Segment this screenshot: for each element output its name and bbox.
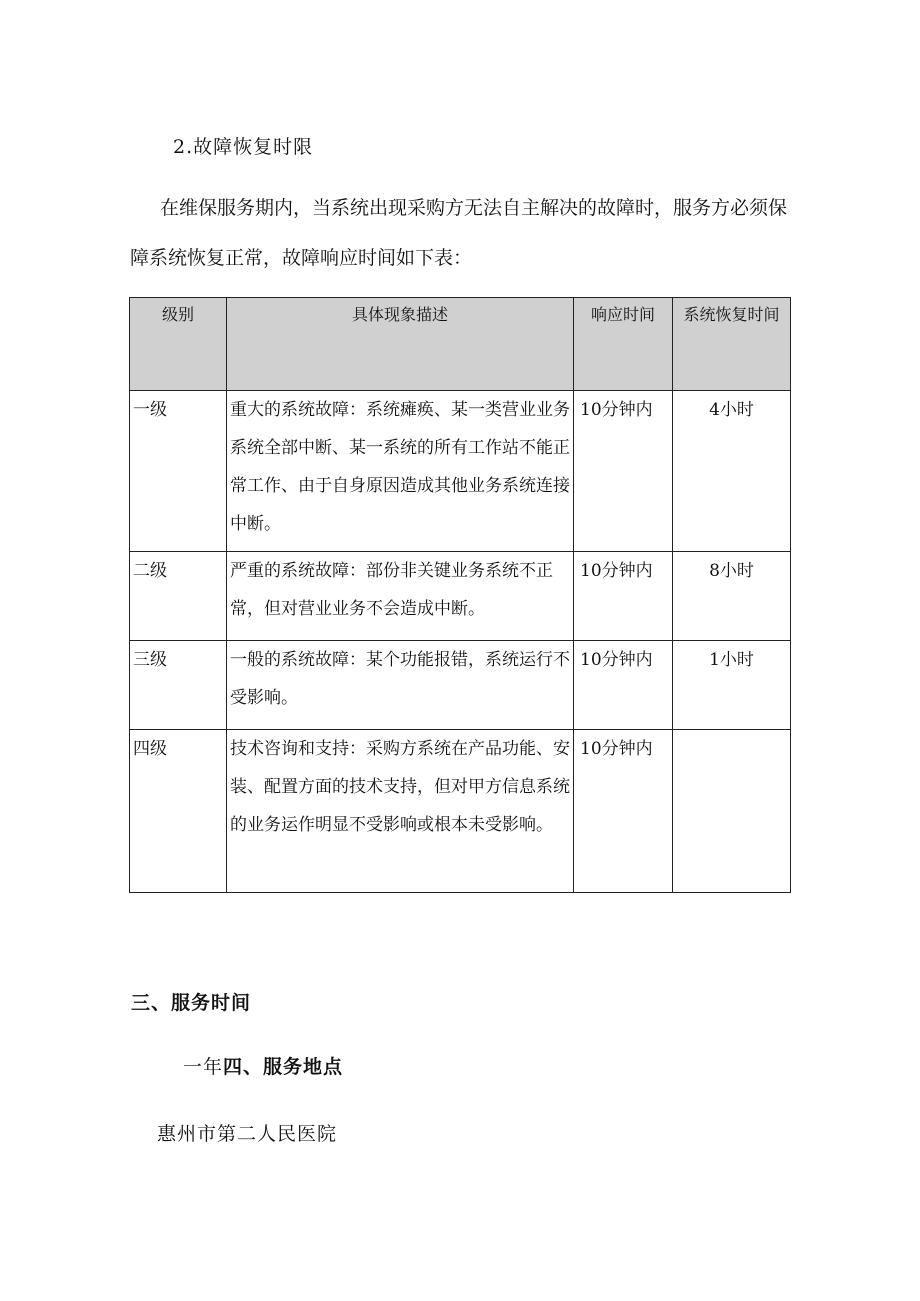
table-row: [130, 552, 791, 641]
cell-recovery-time: 8小时: [673, 552, 791, 641]
cell-response-time: 10分钟内: [574, 730, 673, 893]
header-response-time: 响应时间: [574, 298, 673, 391]
service-time-line: [183, 1052, 343, 1079]
cell-recovery-time: 4小时: [673, 391, 791, 552]
cell-response-time: 10分钟内: [574, 641, 673, 730]
table-header-row: [130, 298, 791, 391]
cell-response-time: 10分钟内: [574, 552, 673, 641]
service-time-heading: 三、服务时间: [131, 992, 252, 1014]
service-place-heading: 四、服务地点: [223, 1056, 344, 1078]
header-level: 级别: [130, 298, 227, 391]
cell-recovery-time: [673, 730, 791, 893]
table-row: [130, 730, 791, 893]
cell-description: 一般的系统故障：某个功能报错，系统运行不受影响。: [227, 641, 574, 730]
service-place-value: 惠州市第二人民医院: [157, 1123, 338, 1145]
cell-response-time: 10分钟内: [574, 391, 673, 552]
service-time-value: 一年: [183, 1056, 224, 1078]
table-row: [130, 391, 791, 552]
table-row: [130, 641, 791, 730]
section-heading: 2.故障恢复时限: [173, 136, 314, 158]
header-description: 具体现象描述: [227, 298, 574, 391]
cell-level: 二级: [130, 552, 227, 641]
cell-description: 严重的系统故障：部份非关键业务系统不正常，但对营业业务不会造成中断。: [227, 552, 574, 641]
cell-description: 重大的系统故障：系统瘫痪、某一类营业业务系统全部中断、某一系统的所有工作站不能正常工作、由于自身原因造成其他业务系统连接中断。: [227, 391, 574, 552]
cell-level: 一级: [130, 391, 227, 552]
cell-description: 技术咨询和支持：采购方系统在产品功能、安装、配置方面的技术支持，但对甲方信息系统的业务运作明显不受影响或根本未受影响。: [227, 730, 574, 893]
intro-paragraph: [130, 183, 795, 283]
cell-recovery-time: 1小时: [673, 641, 791, 730]
intro-paragraph-text: 在维保服务期内，当系统出现采购方无法自主解决的故障时，服务方必须保障系统恢复正常，故障响应时间如下表：: [130, 197, 788, 269]
cell-level: 四级: [130, 730, 227, 893]
fault-response-table: [129, 297, 791, 893]
cell-level: 三级: [130, 641, 227, 730]
header-recovery-time: 系统恢复时间: [673, 298, 791, 391]
